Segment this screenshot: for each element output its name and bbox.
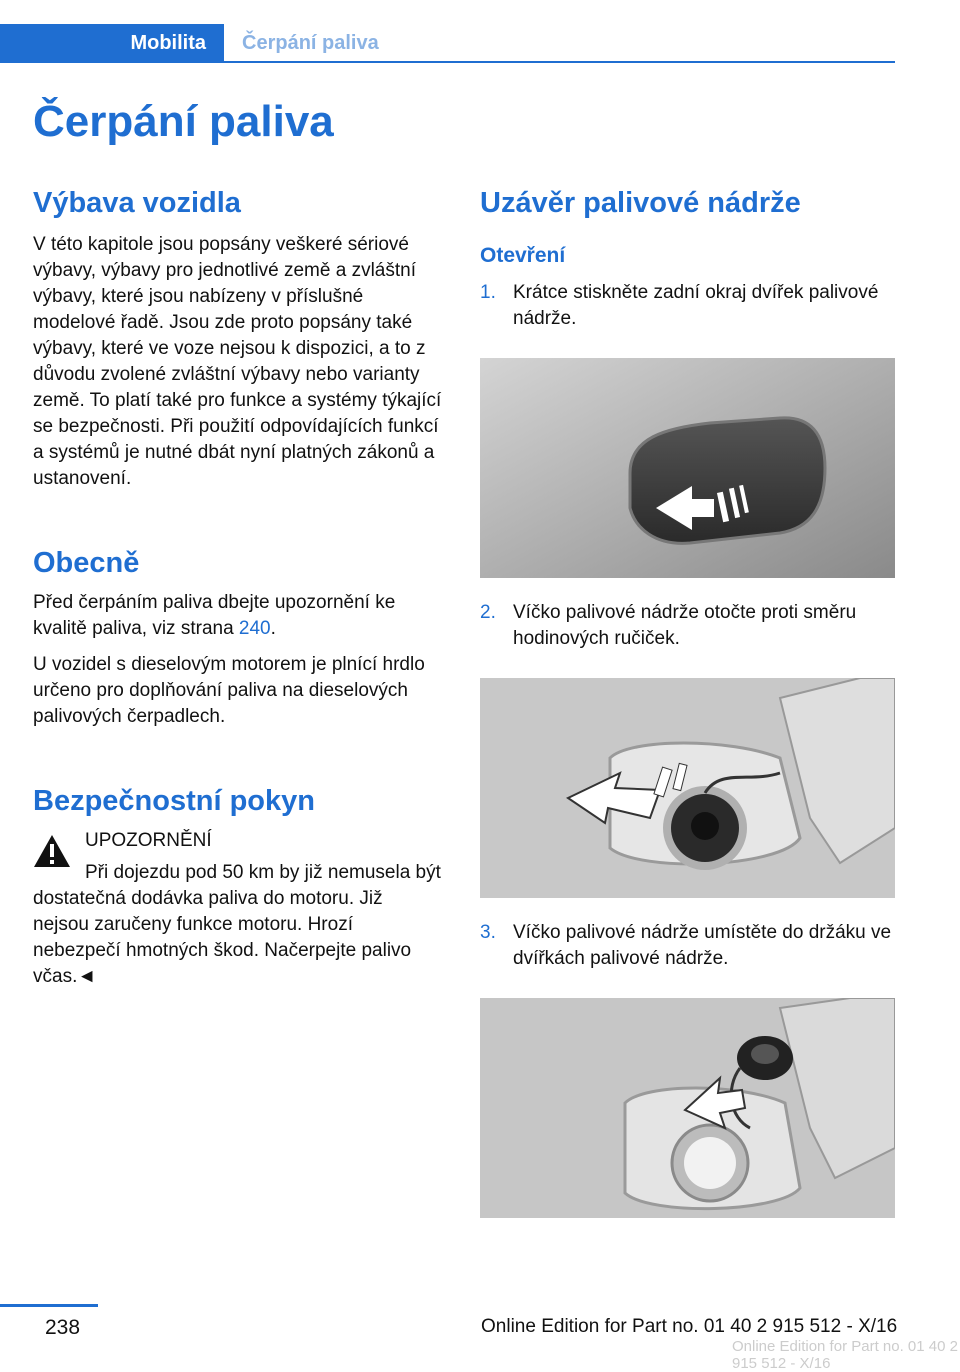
safety-heading: Bezpečnostní pokyn — [33, 785, 315, 817]
step-2-text: Víčko palivové nádrže otočte proti směru hodinových ručiček. — [513, 602, 857, 649]
topic-tab[interactable] — [242, 24, 379, 62]
fuel-flap-press-image — [480, 358, 895, 578]
step-1-number: 1. — [480, 282, 496, 303]
step-1-text: Krátce stiskněte zadní okraj dvířek palivové nádrže. — [513, 282, 879, 329]
left-column — [33, 184, 443, 990]
step-3-text: Víčko palivové nádrže umístěte do držáku ve dvířkách palivové nádrže. — [513, 922, 892, 969]
warning-label: UPOZORNĚNÍ — [85, 830, 212, 851]
warning-text: Při dojezdu pod 50 km by již nemusela být dostatečná dodávka paliva do motoru. Již nejsou zaručeny funkce motoru. Hrozí nebezpečí hmotných škod. Načerpejte palivo včas.◄ — [33, 862, 441, 987]
warning-triangle-icon — [33, 834, 71, 868]
section-tab-label: Mobilita — [130, 31, 206, 54]
general-heading: Obecně — [33, 547, 140, 579]
equipment-heading: Výbava vozidla — [33, 187, 241, 219]
equipment-text: V této kapitole jsou popsány veškeré sériové výbavy, výbavy pro jednotlivé země a zvláštní výbavy, které jsou nabízeny v příslušné modelové řadě. Jsou zde proto popsány také výbavy, které ve voze nejsou k dispozici, a to z důvodu zvolené zvláštní výbavy nebo varianty země. To platí také pro funkce a systémy týkající se bezpečnosti. Při použití odpovídajících funkcí a systémů je nutné dbát nyní platných zákonů a ustanovení. — [33, 234, 442, 489]
step-1 — [480, 280, 895, 332]
general-text-quality — [33, 590, 443, 642]
page-title: Čerpání paliva — [33, 97, 334, 146]
opening-subheading: Otevření — [480, 244, 566, 267]
warning-block — [33, 828, 443, 854]
edition-label: Online Edition for Part no. 01 40 2 915 512 - X/16 — [481, 1316, 898, 1337]
general-text-before: Před čerpáním paliva dbejte upozornění ke kvalitě paliva, viz strana — [33, 592, 396, 639]
page-240-link[interactable]: 240 — [238, 618, 271, 639]
fuel-cap-heading: Uzávěr palivové nádrže — [480, 187, 801, 219]
step-2 — [480, 600, 895, 652]
fuel-cap-turn-image — [480, 678, 895, 898]
page-number: 238 — [45, 1316, 81, 1339]
general-text-after: . — [270, 618, 276, 639]
topic-tab-label: Čerpání paliva — [242, 31, 379, 54]
step-2-number: 2. — [480, 602, 496, 623]
step-3 — [480, 920, 895, 972]
header-divider — [0, 61, 895, 63]
footer-divider — [0, 1304, 98, 1307]
watermark: Online Edition for Part no. 01 40 2 915 512 - X/16 — [732, 1338, 958, 1372]
step-3-number: 3. — [480, 922, 496, 943]
right-column — [480, 184, 895, 1218]
section-tab[interactable] — [0, 24, 224, 62]
general-text-diesel: U vozidel s dieselovým motorem je plnící hrdlo určeno pro doplňování paliva na dieselových palivových čerpadlech. — [33, 654, 425, 727]
fuel-cap-holder-image — [480, 998, 895, 1218]
